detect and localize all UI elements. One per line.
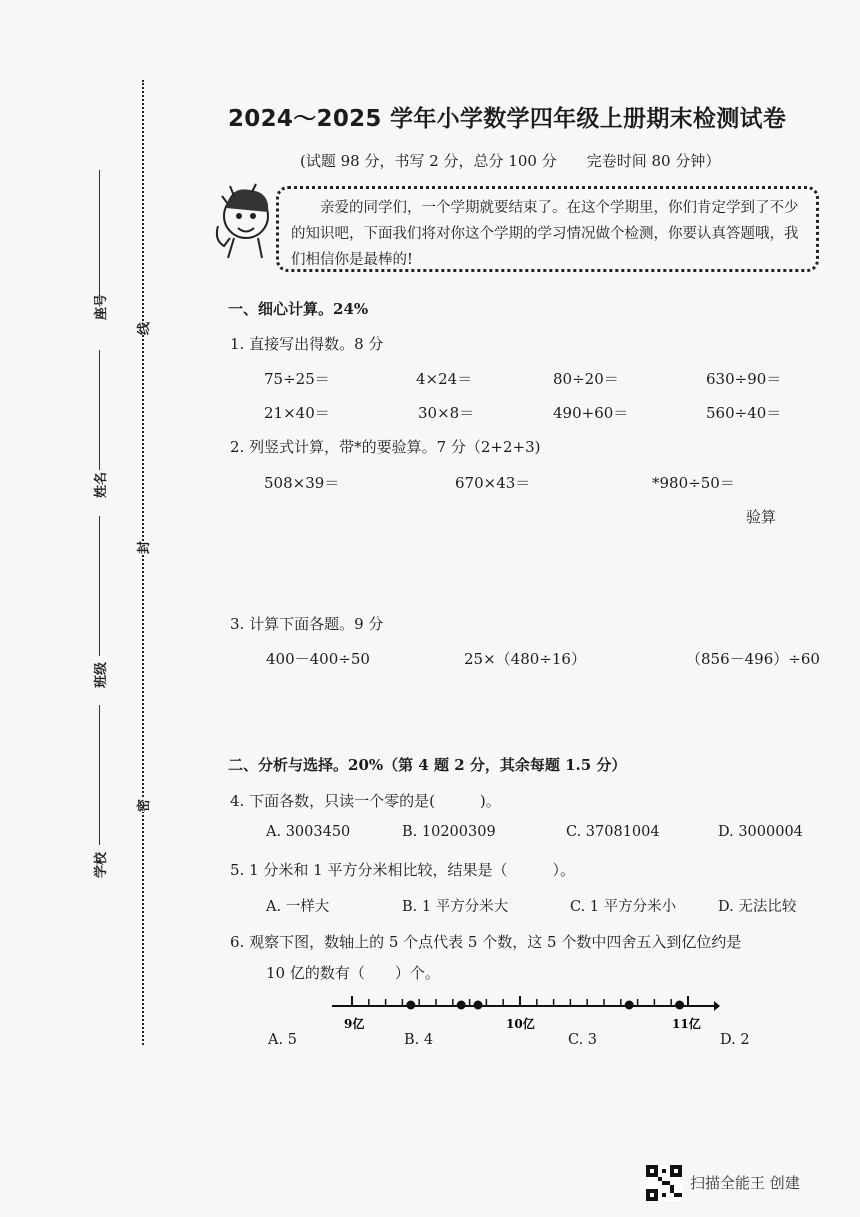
q2-prompt: 2. 列竖式计算，带*的要验算。7 分（2+2+3) <box>230 438 541 456</box>
q3-item: 400－400÷50 <box>266 650 370 668</box>
number-line-point <box>625 1001 634 1010</box>
seal-char-feng: 封 <box>132 541 153 554</box>
seal-char-line: 线 <box>132 322 153 335</box>
qr-code-icon <box>646 1165 682 1201</box>
axis-label-11yi: 11亿 <box>672 1017 701 1031</box>
q6-option-c[interactable]: C. 3 <box>568 1032 598 1048</box>
q3-item: 25×（480÷16） <box>464 650 586 668</box>
q2-item: *980÷50＝ <box>652 474 735 492</box>
q4-prompt: 4. 下面各数，只读一个零的是( )。 <box>230 792 501 810</box>
q1-item: 4×24＝ <box>416 370 473 388</box>
name-field[interactable] <box>99 350 100 470</box>
q2-item: 670×43＝ <box>455 474 531 492</box>
q1-item: 75÷25＝ <box>264 370 330 388</box>
q6-prompt-line2: 10 亿的数有（ ）个。 <box>266 964 440 982</box>
q5-option-c[interactable]: C. 1 平方分米小 <box>570 899 677 915</box>
school-field[interactable] <box>99 705 100 845</box>
number-line-point <box>675 1001 684 1010</box>
school-label: 学校 <box>94 851 109 878</box>
section2-heading: 二、分析与选择。20%（第 4 题 2 分，其余每题 1.5 分） <box>228 756 627 774</box>
q6-prompt-line1: 6. 观察下图，数轴上的 5 个点代表 5 个数，这 5 个数中四舍五入到亿位约是 <box>230 933 742 951</box>
axis-label-9yi: 9亿 <box>344 1017 365 1031</box>
seat-field[interactable] <box>99 170 100 300</box>
number-line-point <box>406 1001 415 1010</box>
q1-item: 21×40＝ <box>264 404 330 422</box>
name-label: 姓名 <box>94 471 109 498</box>
q3-item: （856－496）÷60 <box>686 650 820 668</box>
binding-dotted-line <box>142 80 144 1045</box>
axis-label-10yi: 10亿 <box>506 1017 535 1031</box>
q1-item: 490+60＝ <box>553 404 629 422</box>
number-line-point <box>474 1001 483 1010</box>
seal-char-mi: 密 <box>132 799 153 812</box>
exam-subtitle: (试题 98 分，书写 2 分，总分 100 分 完卷时间 80 分钟） <box>300 152 721 170</box>
scanner-watermark: 扫描全能王 创建 <box>690 1174 800 1192</box>
number-line-arrow <box>714 1001 720 1011</box>
notice-box: 亲爱的同学们，一个学期就要结束了。在这个学期里，你们肯定学到了不少的知识吧，下面我们将对你这个学期的学习情况做个检测，你要认真答题哦，我们相信你是最棒的! <box>276 186 819 272</box>
q5-option-b[interactable]: B. 1 平方分米大 <box>402 899 509 915</box>
q4-option-d[interactable]: D. 3000004 <box>718 824 803 840</box>
section1-heading: 一、细心计算。24% <box>228 300 369 318</box>
q1-item: 30×8＝ <box>418 404 475 422</box>
seat-label: 座号 <box>94 293 109 320</box>
q4-option-a[interactable]: A. 3003450 <box>266 824 351 840</box>
cartoon-kid-icon <box>212 182 278 262</box>
class-field[interactable] <box>99 516 100 656</box>
q1-item: 80÷20＝ <box>553 370 619 388</box>
number-line-figure <box>330 992 720 1032</box>
q5-option-d[interactable]: D. 无法比较 <box>718 899 797 915</box>
q6-option-d[interactable]: D. 2 <box>720 1032 750 1048</box>
q1-prompt: 1. 直接写出得数。8 分 <box>230 335 384 353</box>
q1-item: 630÷90＝ <box>706 370 782 388</box>
number-line-point <box>457 1001 466 1010</box>
q1-item: 560÷40＝ <box>706 404 782 422</box>
q2-check-label: 验算 <box>746 508 777 526</box>
q5-prompt: 5. 1 分米和 1 平方分米相比较，结果是（ ）。 <box>230 861 575 879</box>
number-line-ticks <box>352 996 688 1006</box>
q2-item: 508×39＝ <box>264 474 340 492</box>
q6-option-a[interactable]: A. 5 <box>268 1032 297 1048</box>
q6-option-b[interactable]: B. 4 <box>404 1032 434 1048</box>
q4-option-b[interactable]: B. 10200309 <box>402 824 496 840</box>
q3-prompt: 3. 计算下面各题。9 分 <box>230 615 384 633</box>
exam-title: 2024～2025 学年小学数学四年级上册期末检测试卷 <box>228 106 787 132</box>
class-label: 班级 <box>94 661 109 688</box>
q4-option-c[interactable]: C. 37081004 <box>566 824 660 840</box>
q5-option-a[interactable]: A. 一样大 <box>266 899 330 915</box>
